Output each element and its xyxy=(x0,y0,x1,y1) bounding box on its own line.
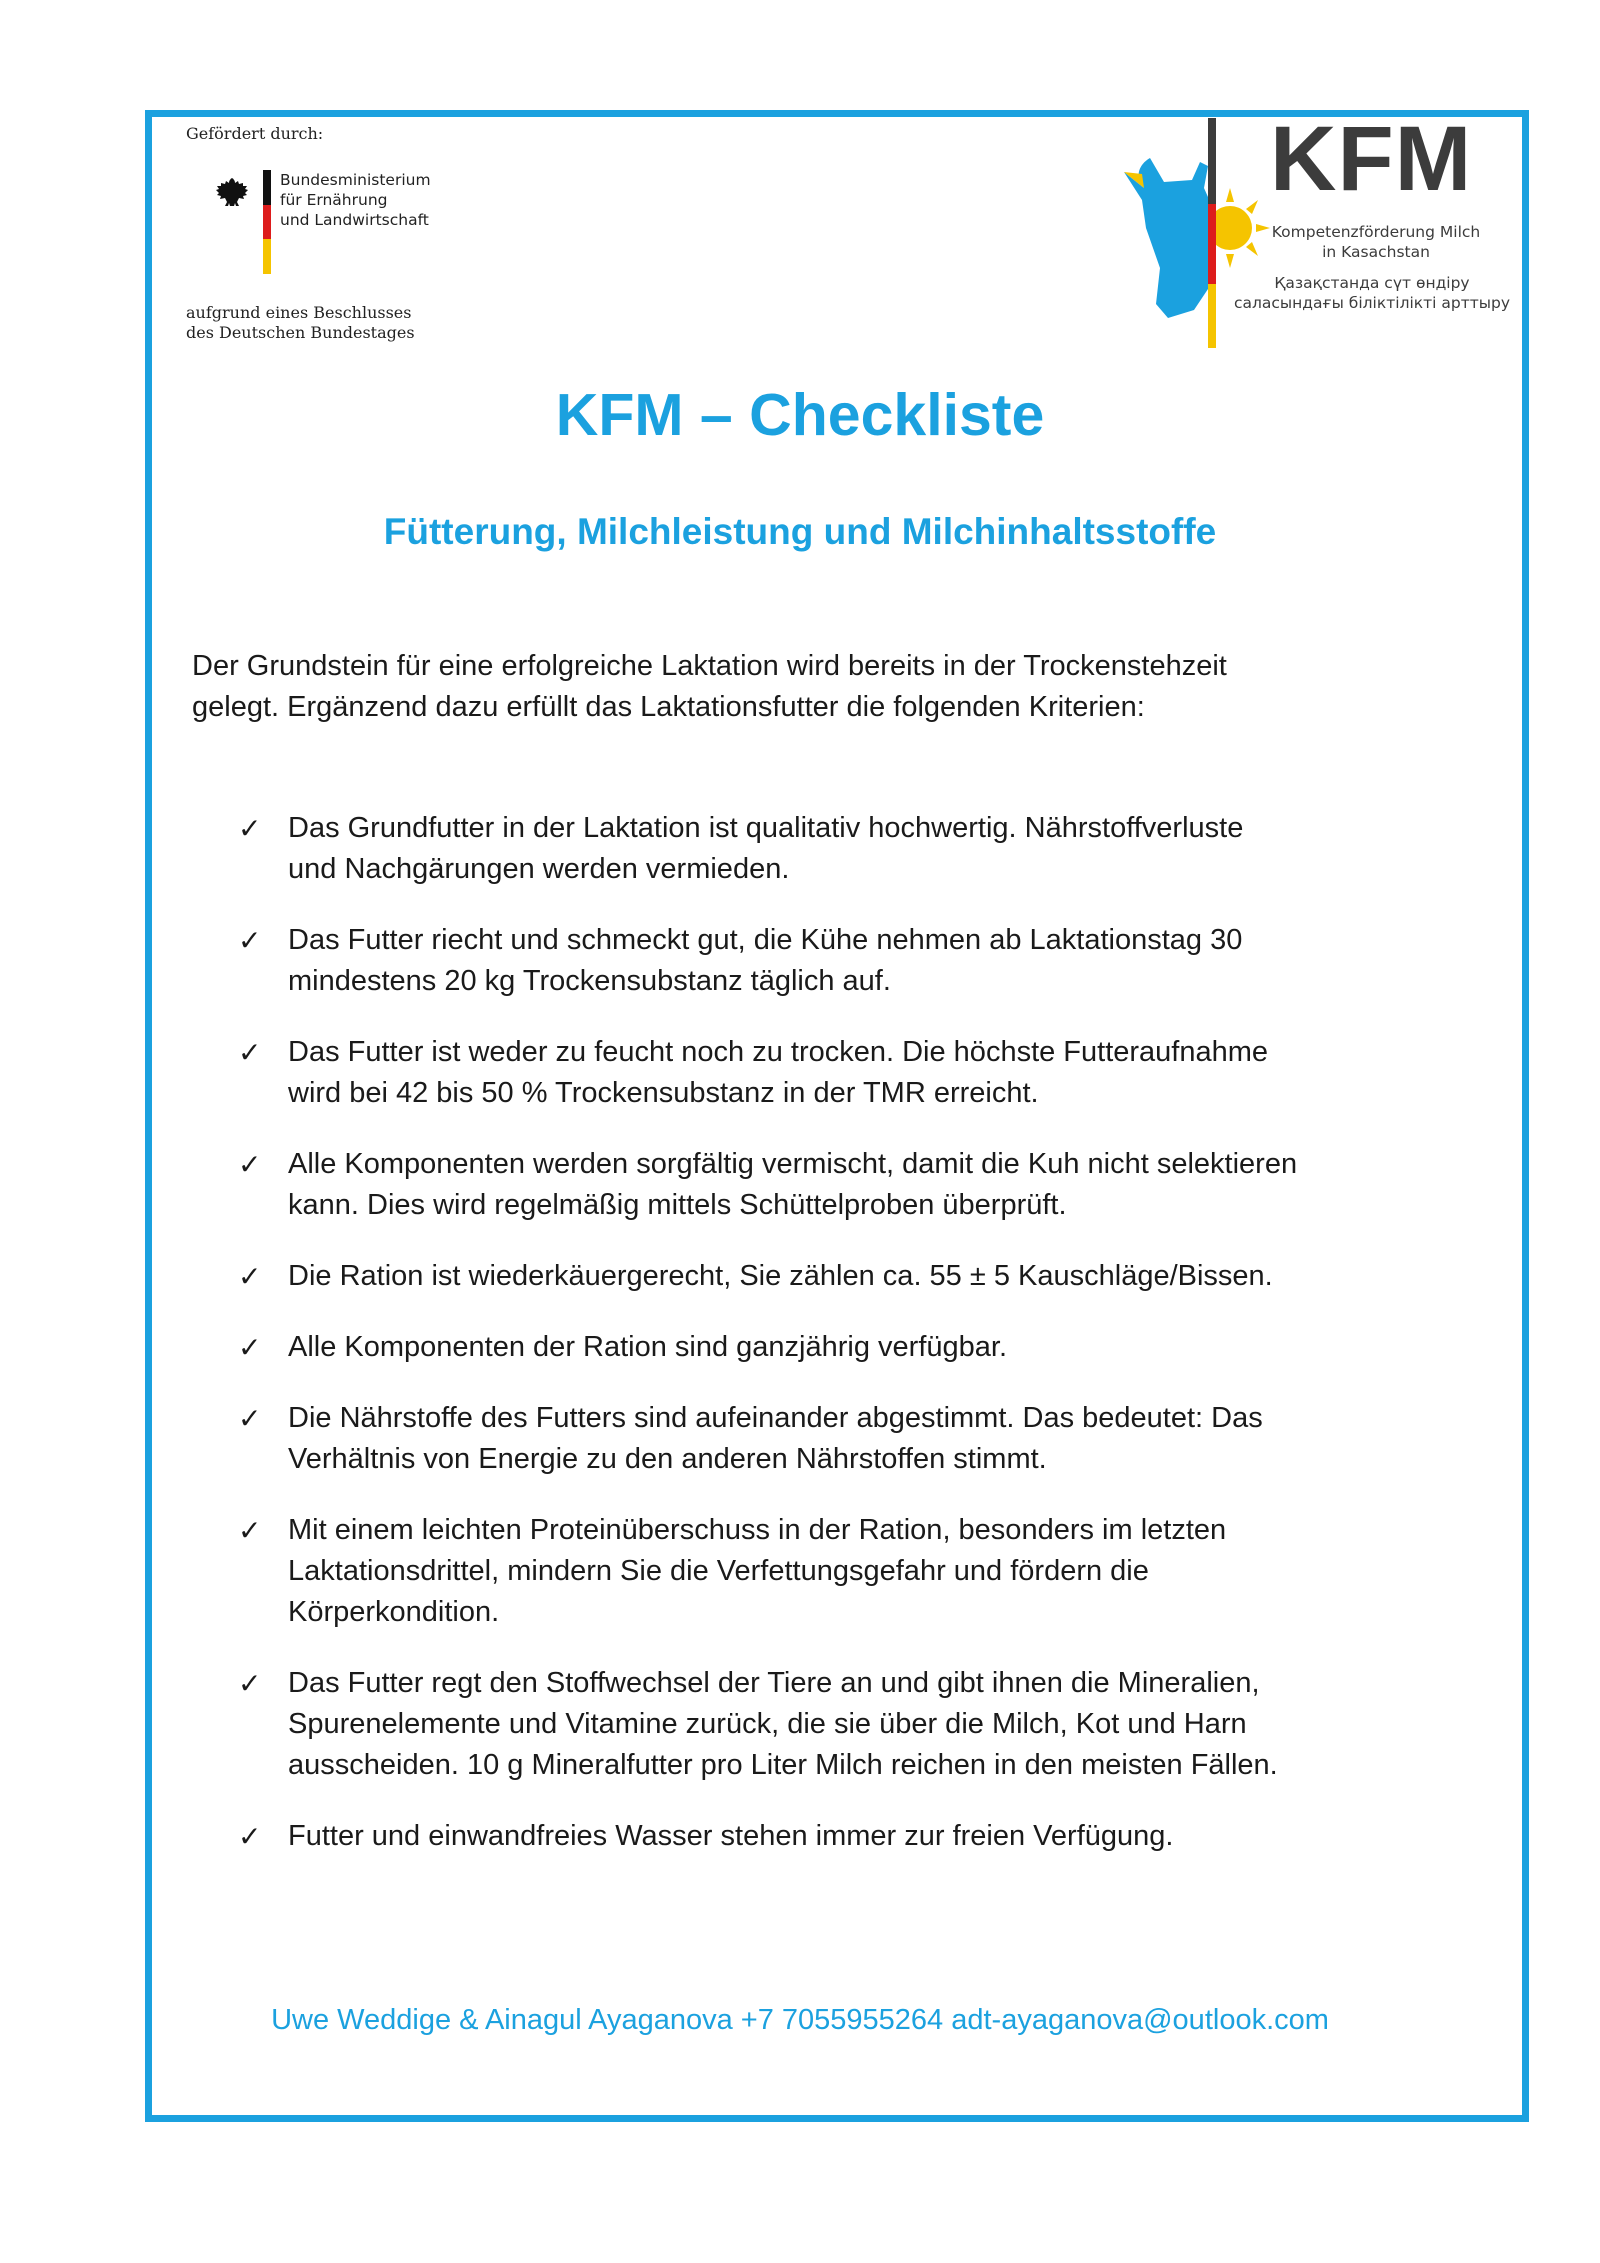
checklist-item-line: Das Futter riecht und schmeckt gut, die Kühe nehmen ab Laktationstag 30 xyxy=(288,924,1243,956)
checkmark-icon: ✓ xyxy=(238,1514,262,1547)
resolution-line: aufgrund eines Beschlusses xyxy=(186,303,412,322)
checkmark-icon: ✓ xyxy=(238,1331,262,1364)
resolution-line: des Deutschen Bundestages xyxy=(186,323,415,342)
ministry-name xyxy=(280,170,431,230)
kfm-wordmark: KFM xyxy=(1270,108,1473,210)
checklist-item-text xyxy=(288,1816,1468,1857)
checklist-item-line: Mit einem leichten Proteinüberschuss in der Ration, besonders im letzten xyxy=(288,1514,1227,1546)
kfm-logo xyxy=(1112,108,1512,348)
checklist-item-line: Laktationsdrittel, mindern Sie die Verfettungsgefahr und fördern die xyxy=(288,1555,1149,1587)
checklist-item-text xyxy=(288,920,1468,1002)
bundestag-resolution xyxy=(186,303,415,343)
kfm-kazakh-line: Қазақстанда сүт өндіру xyxy=(1274,274,1470,292)
checklist-item-text xyxy=(288,1256,1468,1297)
checklist-item-text xyxy=(288,1663,1468,1786)
checklist-item-line: wird bei 42 bis 50 % Trockensubstanz in der TMR erreicht. xyxy=(288,1077,1039,1109)
sponsor-label: Gefördert durch: xyxy=(186,124,324,143)
checklist-item-line: Spurenelemente und Vitamine zurück, die sie über die Milch, Kot und Harn xyxy=(288,1708,1247,1740)
checkmark-icon: ✓ xyxy=(238,1402,262,1435)
checklist-item-text xyxy=(288,1327,1468,1368)
checklist-item-line: Das Grundfutter in der Laktation ist qualitativ hochwertig. Nährstoffverluste xyxy=(288,812,1244,844)
checklist-item-line: Die Nährstoffe des Futters sind aufeinander abgestimmt. Das bedeutet: Das xyxy=(288,1402,1263,1434)
intro-line: gelegt. Ergänzend dazu erfüllt das Laktationsfutter die folgenden Kriterien: xyxy=(192,691,1145,723)
checklist-item-line: Das Futter regt den Stoffwechsel der Tiere an und gibt ihnen die Mineralien, xyxy=(288,1667,1260,1699)
page-title: KFM – Checkliste xyxy=(555,382,1045,448)
kfm-kazakh-line: саласындағы біліктілікті арттыру xyxy=(1233,294,1511,312)
checklist-item-text xyxy=(288,808,1468,890)
kfm-subtitle-line: in Kasachstan xyxy=(1322,243,1430,261)
checklist-item-line: Körperkondition. xyxy=(288,1596,500,1628)
checklist-item-line: Verhältnis von Energie zu den anderen Nährstoffen stimmt. xyxy=(288,1443,1047,1475)
page-subtitle: Fütterung, Milchleistung und Milchinhaltsstoffe xyxy=(383,511,1217,552)
checkmark-icon: ✓ xyxy=(238,1820,262,1853)
checklist-item-text xyxy=(288,1398,1468,1480)
checklist-item-text xyxy=(288,1144,1468,1226)
checklist-item-line: kann. Dies wird regelmäßig mittels Schüttelproben überprüft. xyxy=(288,1189,1067,1221)
checkmark-icon: ✓ xyxy=(238,1260,262,1293)
ministry-line: und Landwirtschaft xyxy=(280,211,429,229)
checklist-item-line: Die Ration ist wiederkäuergerecht, Sie zählen ca. 55 ± 5 Kauschläge/Bissen. xyxy=(288,1260,1273,1292)
checkmark-icon: ✓ xyxy=(238,812,262,845)
checklist-item-line: Das Futter ist weder zu feucht noch zu trocken. Die höchste Futteraufnahme xyxy=(288,1036,1269,1068)
ministry-line: Bundesministerium xyxy=(280,171,431,189)
checklist-item-line: Futter und einwandfreies Wasser stehen immer zur freien Verfügung. xyxy=(288,1820,1174,1852)
checklist-item-line: mindestens 20 kg Trockensubstanz täglich auf. xyxy=(288,965,891,997)
kfm-kazakh-subtitle xyxy=(1222,273,1522,313)
kfm-subtitle-line: Kompetenzförderung Milch xyxy=(1271,223,1481,241)
intro-paragraph xyxy=(192,646,1422,728)
german-flag-bar xyxy=(263,170,271,274)
checklist-item-line: und Nachgärungen werden vermieden. xyxy=(288,853,790,885)
federal-eagle-icon xyxy=(214,174,254,214)
checkmark-icon: ✓ xyxy=(238,1036,262,1069)
footer-contact: Uwe Weddige & Ainagul Ayaganova +7 7055955264 adt-ayaganova@outlook.com xyxy=(271,2004,1329,2036)
intro-line: Der Grundstein für eine erfolgreiche Laktation wird bereits in der Trockenstehzeit xyxy=(192,650,1227,682)
ministry-logo xyxy=(214,170,474,278)
checkmark-icon: ✓ xyxy=(238,1667,262,1700)
checklist-item-line: Alle Komponenten der Ration sind ganzjährig verfügbar. xyxy=(288,1331,1008,1363)
checkmark-icon: ✓ xyxy=(238,924,262,957)
ministry-line: für Ernährung xyxy=(280,191,388,209)
kfm-subtitle xyxy=(1258,222,1494,262)
checkmark-icon: ✓ xyxy=(238,1148,262,1181)
checklist-item-text xyxy=(288,1032,1468,1114)
checklist-item-line: ausscheiden. 10 g Mineralfutter pro Liter Milch reichen in den meisten Fällen. xyxy=(288,1749,1278,1781)
checklist-item-line: Alle Komponenten werden sorgfältig vermischt, damit die Kuh nicht selektieren xyxy=(288,1148,1298,1180)
checklist-item-text xyxy=(288,1510,1468,1633)
